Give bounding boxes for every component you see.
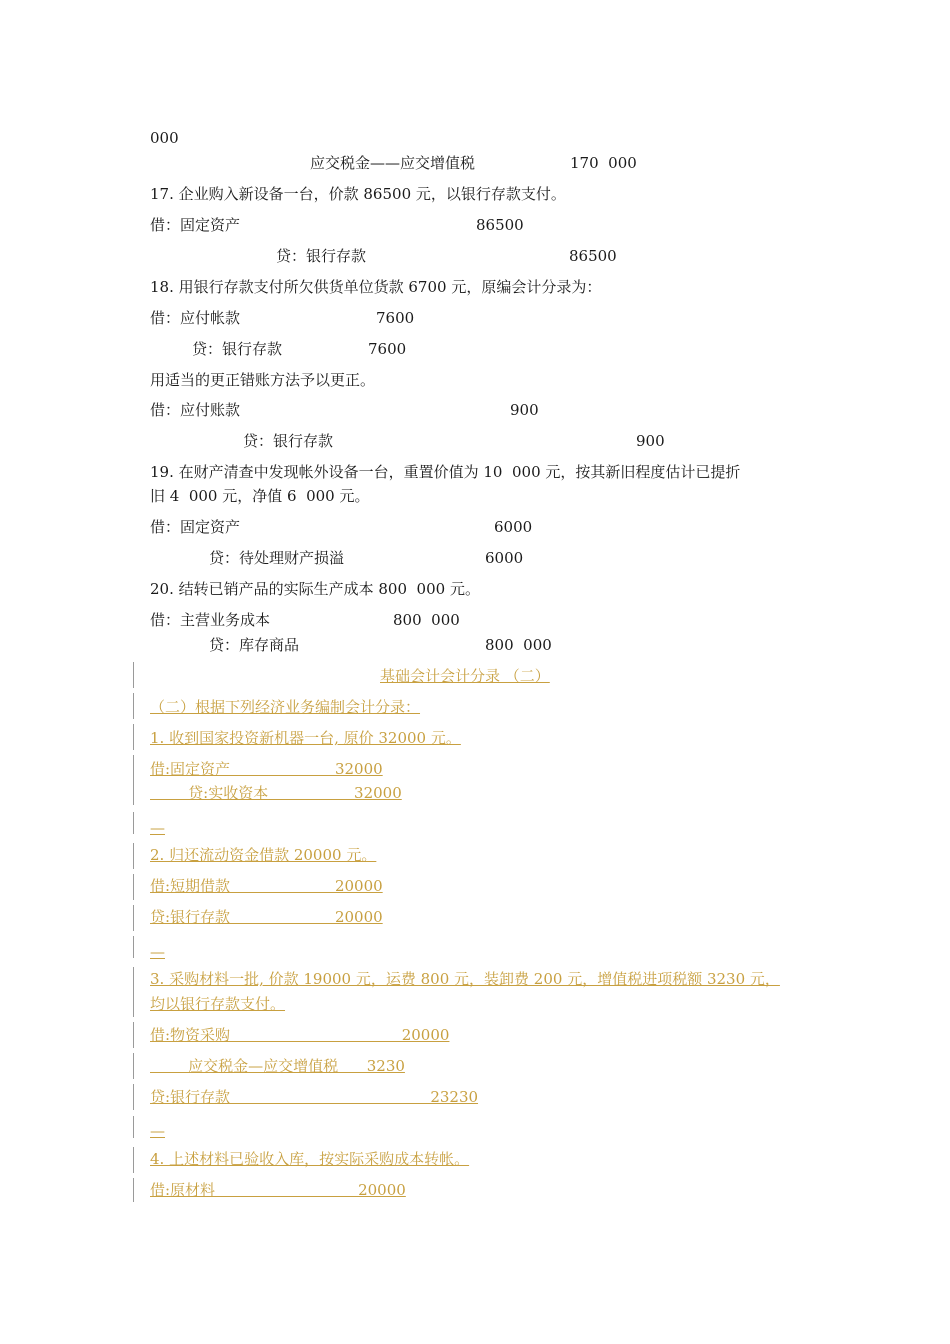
- doc-line: 旧 4 000 元，净值 6 000 元。: [150, 487, 370, 505]
- doc-line: 000: [150, 129, 179, 147]
- revision-bar: [133, 936, 134, 958]
- revision-bar: [133, 905, 134, 931]
- doc-line-amount: 6000: [485, 549, 524, 567]
- revision-bar: [133, 1147, 134, 1173]
- doc-line: 4. 上述材料已验收入库，按实际采购成本转帐。: [150, 1150, 470, 1168]
- revision-bar: [133, 724, 134, 750]
- doc-line: 19. 在财产清查中发现帐外设备一台，重置价值为 10 000 元，按其新旧程度估计已提折: [150, 463, 741, 481]
- revision-bar: [133, 1178, 134, 1202]
- doc-line: 贷：银行存款: [243, 432, 334, 450]
- doc-line-amount: 800 000: [485, 636, 552, 654]
- revision-bar: [133, 755, 134, 805]
- doc-line: 贷：待处理财产损溢: [209, 549, 345, 567]
- doc-line: 用适当的更正错账方法予以更正。: [150, 371, 376, 389]
- doc-line: 借：固定资产: [150, 518, 241, 536]
- doc-line-amount: 7600: [368, 340, 407, 358]
- doc-line: 2. 归还流动资金借款 20000 元。: [150, 846, 377, 864]
- doc-line: —: [150, 943, 165, 961]
- doc-line: 应交税金——应交增值税: [310, 154, 476, 172]
- revision-bar: [133, 843, 134, 869]
- doc-line-amount: 900: [636, 432, 665, 450]
- doc-line: 借:物资采购 20000: [150, 1026, 450, 1044]
- revision-bar: [133, 662, 134, 688]
- doc-line-amount: 900: [510, 401, 539, 419]
- doc-line: 17. 企业购入新设备一台，价款 86500 元，以银行存款支付。: [150, 185, 566, 203]
- doc-line: 借：主营业务成本: [150, 611, 271, 629]
- revision-bar: [133, 1116, 134, 1138]
- doc-line-amount: 86500: [476, 216, 524, 234]
- doc-line-amount: 800 000: [393, 611, 460, 629]
- doc-line-amount: 6000: [494, 518, 533, 536]
- doc-line: —: [150, 1122, 165, 1140]
- doc-line-amount: 170 000: [570, 154, 637, 172]
- doc-line: 均以银行存款支付。: [150, 995, 286, 1013]
- doc-line: 应交税金—应交增值税 3230: [150, 1057, 405, 1075]
- doc-line: 1. 收到国家投资新机器一台, 原价 32000 元。: [150, 729, 461, 747]
- revision-bar: [133, 874, 134, 900]
- doc-line: 20. 结转已销产品的实际生产成本 800 000 元。: [150, 580, 480, 598]
- doc-line: 借：固定资产: [150, 216, 241, 234]
- revision-bar: [133, 693, 134, 719]
- revision-bar: [133, 1053, 134, 1079]
- revision-bar: [133, 967, 134, 1017]
- doc-line-amount: 86500: [569, 247, 617, 265]
- revision-bar: [133, 1022, 134, 1048]
- doc-line: 借：应付账款: [150, 401, 241, 419]
- doc-line: 借：应付帐款: [150, 309, 241, 327]
- doc-line: 借:短期借款 20000: [150, 877, 383, 895]
- doc-line: 借:固定资产 32000: [150, 760, 383, 778]
- doc-line: 3. 采购材料一批, 价款 19000 元，运费 800 元，装卸费 200 元，增值税进项税额 3230 元，: [150, 970, 780, 988]
- doc-line: 贷:银行存款 23230: [150, 1088, 479, 1106]
- doc-line: 借:原材料 20000: [150, 1181, 406, 1199]
- doc-line: 18. 用银行存款支付所欠供货单位货款 6700 元，原编会计分录为：: [150, 278, 602, 296]
- section-title: 基础会计会计分录 （二）: [380, 667, 550, 685]
- doc-line: 贷：库存商品: [209, 636, 300, 654]
- revision-bar: [133, 812, 134, 834]
- doc-line: （二）根据下列经济业务编制会计分录：: [150, 698, 421, 716]
- doc-line: —: [150, 819, 165, 837]
- revision-bar: [133, 1084, 134, 1110]
- doc-line-amount: 7600: [376, 309, 415, 327]
- doc-line: 贷:银行存款 20000: [150, 908, 383, 926]
- doc-line: 贷：银行存款: [276, 247, 367, 265]
- doc-line: 贷：银行存款: [192, 340, 283, 358]
- doc-line: 贷:实收资本 32000: [150, 784, 402, 802]
